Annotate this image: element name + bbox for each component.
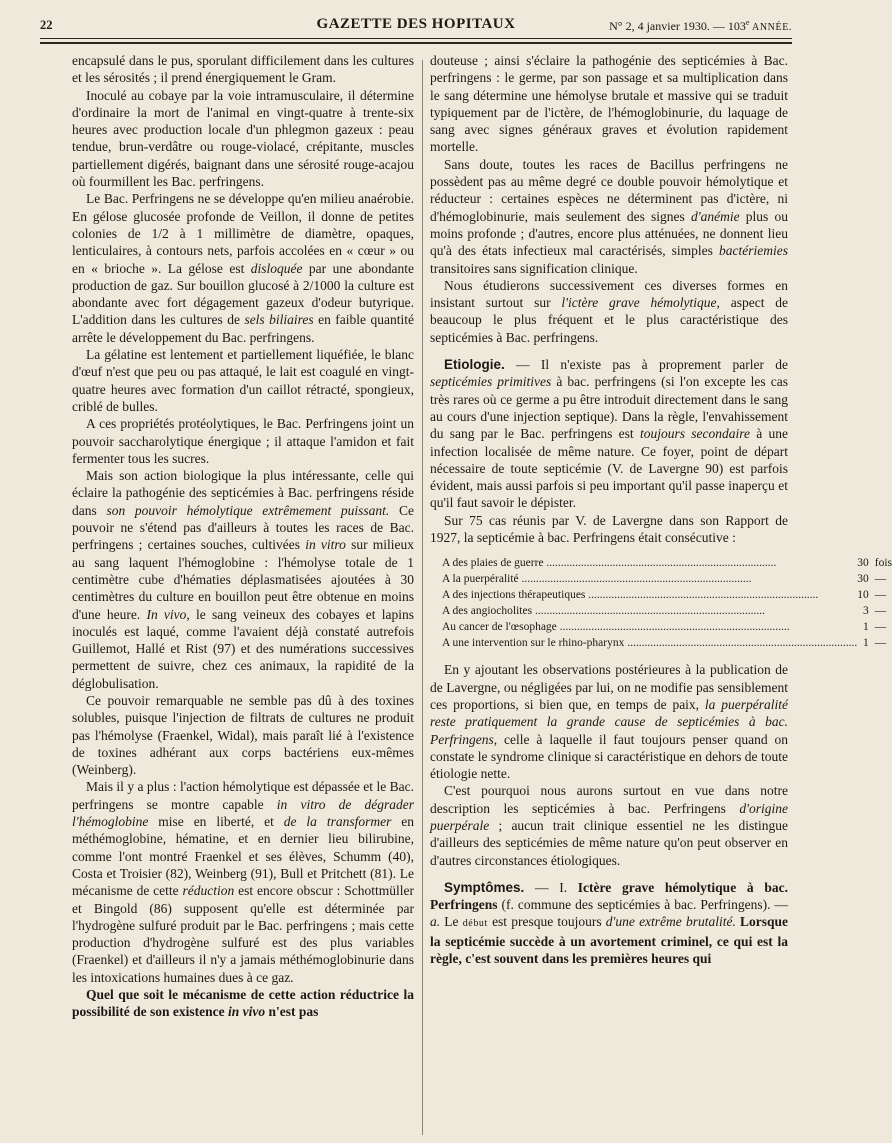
paragraph: Sur 75 cas réunis par V. de Lavergne dans son Rapport de 1927, la septicémie à bac. Perfringens était consécutive : xyxy=(430,512,788,546)
table-row xyxy=(442,603,892,619)
page-number: 22 xyxy=(40,18,53,32)
count-cell: 30 xyxy=(857,557,869,570)
section-heading: Symptômes. xyxy=(444,879,525,895)
paragraph: Nous étudierons successivement ces diverses formes en insistant surtout sur l'ictère grave hémolytique, aspect de beaucoup le plus fréquent et le plus caractéristique des septicémies à Bac. perfringens. xyxy=(430,277,788,345)
cause-cell: A des injections thérapeutiques ................................................................................ xyxy=(442,589,819,602)
paragraph: Inoculé au cobaye par la voie intramusculaire, il détermine d'ordinaire la mort de l'animal en vingt-quatre à trente-six heures avec production locale d'un phlegmon gazeux : peau tendue, brun-verdâtre ou rouge-violacé, crépitante, muscles partiellement digérés, baignant dans une sérosité rouge-acajou où fourmillent les Bac. perfringens. xyxy=(72,87,414,190)
paragraph: douteuse ; ainsi s'éclaire la pathogénie des septicémies à Bac. perfringens : le germe, par son passage et sa multiplication dans le sang détermine une hémolyse brutale et massive qui se traduit typiquement par de l'ictère, de l'hémoglobinurie, du laquage de sang avec signes généraux graves et évolution rapidement mortelle. xyxy=(430,53,788,155)
issue-info xyxy=(609,18,792,34)
paragraph: Quel que soit le mécanisme de cette action réductrice la possibilité de son existence in vivo n'est pas xyxy=(72,987,414,1020)
count-cell: 1 xyxy=(863,637,869,650)
issue-year: ANNÉE. xyxy=(749,22,792,33)
paragraph: La gélatine est lentement et partiellement liquéfiée, le blanc d'œuf n'est que peu ou pas attaqué, le lait est coagulé en vingt-quatre heures avec formation d'un caillot rétracté, spongieux, criblé de bulles. xyxy=(72,347,414,414)
paragraph: C'est pourquoi nous aurons surtout en vue dans notre description les septicémies à bac. Perfringens d'origine puerpérale ; aucun trait clinique essentiel ne les distingue d'ailleurs des septicémies de même nature qu'on peut observer en d'autres circonstances étiologiques. xyxy=(430,783,788,868)
unit-cell: — xyxy=(874,589,887,602)
issue-text: N° 2, 4 janvier 1930. — 103 xyxy=(609,19,746,33)
cases-table xyxy=(442,555,892,651)
table-row xyxy=(442,587,892,603)
paragraph: Mais son action biologique la plus intéressante, celle qui éclaire la pathogénie des septicémies à Bac. perfringens réside dans son pouvoir hémolytique extrêmement puissant. Ce pouvoir ne s'étend pas d'ailleurs à toutes les races de Bac. perfringens ; certaines souches, cultivées in vitro sur milieux au sang laquent l'hémoglobine : l'hémolyse totale de 1 centimètre cube d'hématies déplasmatisées ajoutées à 30 centimètres du culture en bouillon peut être obtenue en moins d'une heure. In vivo, le sang veineux des cobayes et lapins inoculés est laqué, comme l'avaient déjà constaté autrefois Guillemot, Hallé et Rist (97) et des numérations successives permettent de suivre, chez ces animaux, la rapidité de la déglobulisation. xyxy=(72,468,415,691)
header-rule-top xyxy=(40,38,792,39)
left-column xyxy=(72,52,414,1021)
paragraph: encapsulé dans le pus, sporulant difficilement dans les cultures et les sérosités ; il prend énergiquement le Gram. xyxy=(72,53,414,86)
count-cell: 30 xyxy=(857,573,869,586)
journal-title: GAZETTE DES HOPITAUX xyxy=(316,16,516,32)
table-row xyxy=(442,635,892,651)
paragraph: Sans doute, toutes les races de Bacillus perfringens ne possèdent pas au même degré ce double pouvoir hémolytique et réducteur : certaines espèces ne déterminent pas d'ictère, ni d'hémoglobinurie, mais seulement des signes d'anémie plus ou moins profonde ; d'autres, encore plus atténuées, ne donnent lieu qu'à des états infectieux mal caractérisés, simples bactériemies transitoires sans signification clinique. xyxy=(430,156,788,276)
unit-cell: — xyxy=(874,605,887,618)
cause-cell: A la puerpéralité ................................................................................ xyxy=(442,573,752,586)
paragraph: En y ajoutant les observations postérieures à la publication de de Lavergne, ou négligées par lui, on ne modifie pas sensiblement ces proportions, si bien que, en temps de paix, la puerpéralité reste pratiquement la grande cause de septicémies à bac. Perfringens, celle à laquelle il faut toujours penser quand on constate le syndrome clinique si caractéristique en dehors de toute étiologie nette. xyxy=(430,662,788,782)
unit-cell: — xyxy=(874,637,887,650)
running-header xyxy=(40,14,792,36)
cause-cell: Au cancer de l'œsophage ................................................................................ xyxy=(442,621,790,634)
table-row xyxy=(442,555,892,571)
paragraph: Ce pouvoir remarquable ne semble pas dû à des toxines solubles, puisque l'injection de filtrats de cultures ne produit pas l'hémolyse (Fraenkel, Widal), mais paraît lié à l'existence de toxines adhérant aux corps bactériens eux-mêmes (Weinberg). xyxy=(72,692,414,778)
section-symptomes: Symptômes. — I. Ictère grave hémolytique à bac. Perfringens (f. commune des septicémies à bac. Perfringens). — a. Le début est presque toujours d'une extrême brutalité. Lorsque la septicémie succède à un avortement criminel, ce qui est la règle, c'est souvent dans les premières heures qui xyxy=(430,879,788,967)
cause-cell: A des angiocholites ................................................................................ xyxy=(442,605,765,618)
section-etiologie: Etiologie. — Il n'existe pas à proprement parler de septicémies primitives à bac. perfringens (si l'on excepte les cas très rares où ce germe a pu être introduit directement dans le sang au cours d'une injection septique). Dans la règle, l'envahissement du sang par le Bac. perfringens est toujours secondaire à une infection localisée de même nature. Ce foyer, point de départ nécessaire de toute septicémie (V. de Lavergne 90) est parfois évident, mais aussi parfois si peu important qu'il passe inaperçu et qu'il faut savoir le dépister. xyxy=(430,357,788,511)
unit-cell: — xyxy=(874,621,887,634)
table-row xyxy=(442,619,892,635)
column-separator xyxy=(422,60,423,1135)
cause-cell: A une intervention sur le rhino-pharynx ................................................................................ xyxy=(442,637,858,650)
paragraph: A ces propriétés protéolytiques, le Bac. Perfringens joint un pouvoir saccharolytique énergique ; il attaque l'amidon et fait fermenter tous les sucres. xyxy=(72,416,414,466)
count-cell: 10 xyxy=(857,589,869,602)
right-column xyxy=(430,52,892,967)
count-cell: 3 xyxy=(863,605,869,618)
unit-cell: — xyxy=(874,573,887,586)
unit-cell: fois xyxy=(874,557,892,570)
paragraph: Mais il y a plus : l'action hémolytique est dépassée et le Bac. perfringens se montre capable in vitro de dégrader l'hémoglobine mise en liberté, et de la transformer en méthémoglobine, hématine, et en dernier lieu bilirubine, comme l'ont montré Fraenkel et ses élèves, Schumm (40), Costa et Troisier (82), Weinberg (91), Bull et Pritchett (81). Le mécanisme de cette réduction est encore obscur : Schottmüller et Bingold (86) supposent qu'elle est déterminée par l'hydrogène sulfuré produit par le Bac. perfringens ; mais cette production d'hydrogène sulfuré est des plus variables (Fraenkel) et d'ailleurs il n'y a jamais méthémoglobinurie dans les intoxications humaines dues à ce gaz. xyxy=(72,779,414,985)
header-rule-bottom xyxy=(40,42,792,44)
section-heading: Etiologie. xyxy=(444,357,505,373)
table-row xyxy=(442,571,892,587)
issue-ordinal: e xyxy=(745,18,750,27)
count-cell: 1 xyxy=(863,621,869,634)
cause-cell: A des plaies de guerre ................................................................................ xyxy=(442,557,777,570)
paragraph: Le Bac. Perfringens ne se développe qu'en milieu anaérobie. En gélose glucosée profonde de Veillon, il donne de petites colonies de 1/2 à 1 millimètre de diamètre, opaques, lenticulaires, à contours nets, parfois accolées en « cœur » ou en « brioche ». La gélose est disloquée par une abondante production de gaz. Sur bouillon glucosé à 2/1000 la culture est abondante avec fort dégagement gazeux d'odeur butyrique. L'addition dans les cultures de sels biliaires en faible quantité arrête le développement du Bac. perfringens. xyxy=(72,191,414,345)
